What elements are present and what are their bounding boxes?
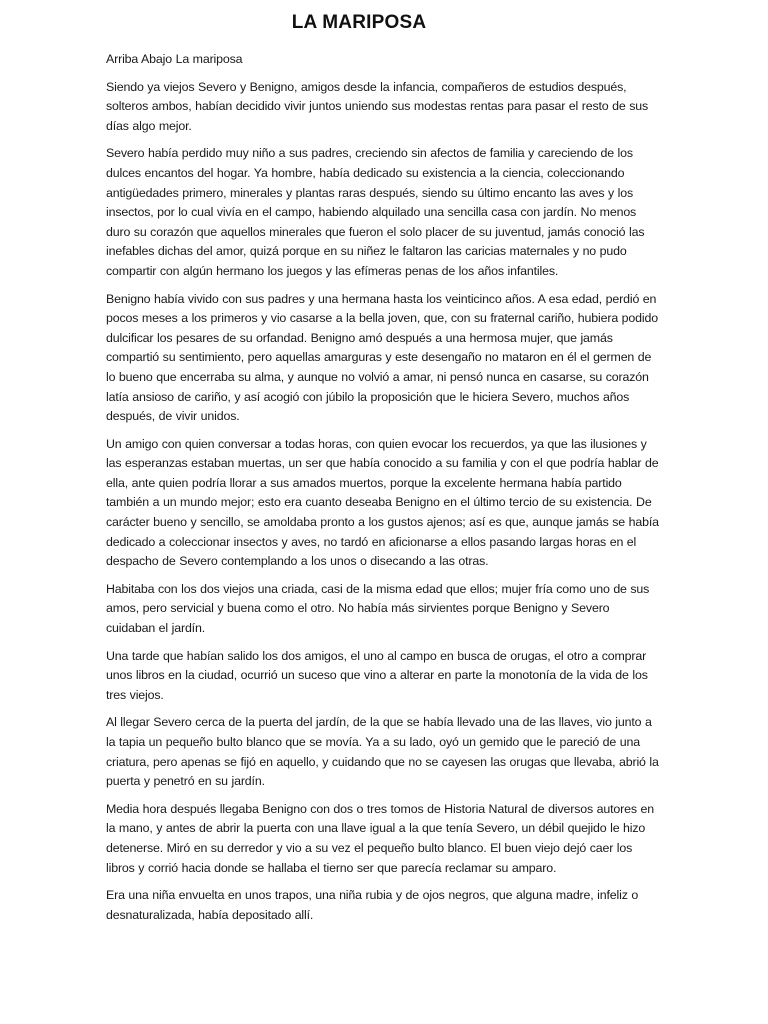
document-title: LA MARIPOSA [291,12,427,33]
paragraph: Era una niña envuelta en unos trapos, una niña rubia y de ojos negros, que alguna madre, infeliz o desnaturalizada, había depositado allí. [106,888,639,922]
paragraph: Benigno había vivido con sus padres y una hermana hasta los veinticinco años. A esa edad, perdió en pocos meses a los primeros y vio casarse a la bella joven, que, con su fraternal cariño, hubiera podido dulcificar los pesares de su orfandad. Benigno amó después a una hermosa mujer, que jamás compartió su sentimiento, pero aquellas amarguras y este desengaño no mataron en él el germen de lo bueno que encerraba su alma, y aunque no volvió a amar, ni pensó nunca en casarse, su corazón latía ansioso de cariño, y así acogió con júbilo la proposición que le hiciera Severo, muchos años después, de vivir unidos. [106,291,658,424]
paragraph: Siendo ya viejos Severo y Benigno, amigos desde la infancia, compañeros de estudios después, solteros ambos, habían decidido vivir juntos uniendo sus modestas rentas para pasar el resto de sus días algo mejor. [106,79,649,133]
document-body [106,50,662,933]
document-subtitle: Arriba Abajo La mariposa [106,52,243,66]
paragraph: Al llegar Severo cerca de la puerta del jardín, de la que se había llevado una de las llaves, vio junto a la tapia un pequeño bulto blanco que se movía. Ya a su lado, oyó un gemido que le pareció de una criatura, pero apenas se fijó en aquello, y cuidando que no se cayesen las orugas que llevaba, abrió la puerta y penetró en su jardín. [106,715,659,789]
paragraph: Un amigo con quien conversar a todas horas, con quien evocar los recuerdos, ya que las ilusiones y las esperanzas estaban muertas, un ser que había conocido a su familia y con el que podría hablar de ella, ante quien podría llorar a sus amados muertos, porque la excelente hermana había partido también a un mundo mejor; esto era cuanto deseaba Benigno en el último tercio de su existencia. De carácter bueno y sencillo, se amoldaba pronto a los gustos ajenos; así es que, aunque jamás se había dedicado a coleccionar insectos y aves, no tardó en aficionarse a ellos pasando largas horas en el despacho de Severo contemplando a los unos o disecando a las otras. [106,436,659,569]
paragraph: Una tarde que habían salido los dos amigos, el uno al campo en busca de orugas, el otro a comprar unos libros en la ciudad, ocurrió un suceso que vino a alterar en parte la monotonía de la vida de los tres viejos. [106,648,648,702]
paragraph: Severo había perdido muy niño a sus padres, creciendo sin afectos de familia y careciendo de los dulces encantos del hogar. Ya hombre, había dedicado su existencia a la ciencia, coleccionando antigüedades primero, minerales y plantas raras después, siendo su último encanto las aves y los insectos, por lo cual vivía en el campo, habiendo alquilado una sencilla casa con jardín. No menos duro su corazón que aquellos minerales que fueron el solo placer de su juventud, jamás conoció las inefables dichas del amor, quizá porque en su niñez le faltaron las caricias maternales y no pudo compartir con algún hermano los juegos y las efímeras penas de los años infantiles. [106,146,645,278]
paragraph: Media hora después llegaba Benigno con dos o tres tomos de Historia Natural de diversos autores en la mano, y antes de abrir la puerta con una llave igual a la que tenía Severo, un débil quejido le hizo detenerse. Miró en su derredor y vio a su vez el pequeño bulto blanco. El buen viejo dejó caer los libros y corrió hacia donde se hallaba el tierno ser que parecía reclamar su amparo. [106,801,655,875]
paragraph: Habitaba con los dos viejos una criada, casi de la misma edad que ellos; mujer fría como uno de sus amos, pero servicial y buena como el otro. No había más sirvientes porque Benigno y Severo cuidaban el jardín. [106,581,650,636]
